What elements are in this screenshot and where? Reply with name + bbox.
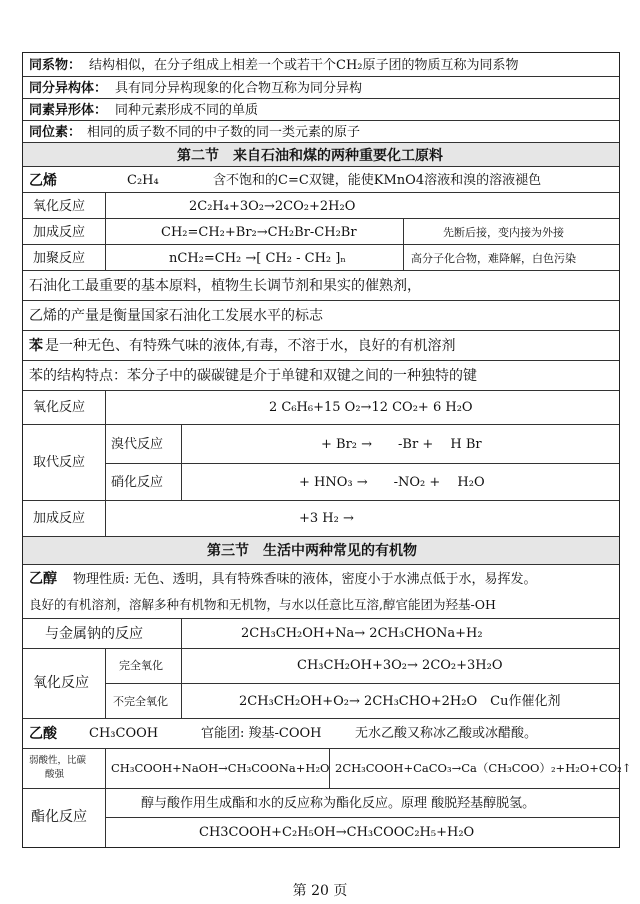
benzene-substitution-block <box>23 425 619 501</box>
benzene-name: 苯 <box>29 338 43 354</box>
ethanol-oxidation-block <box>23 649 619 719</box>
def-text: 同种元素形成不同的单质 <box>115 103 259 118</box>
esterification-equation: CH3COOH+C₂H₅OH→CH₃COOC₂H₅+H₂O <box>199 825 475 840</box>
divider <box>105 463 619 464</box>
def-term: 同系物： <box>29 58 82 73</box>
esterification-desc: 醇与酸作用生成酯和水的反应称为酯化反应。原理 酸脱羟基醇脱氢。 <box>141 796 536 811</box>
esterification-block <box>23 789 619 847</box>
ethylene-polymer-row <box>23 245 619 271</box>
acidity-label: 弱酸性，比碳 <box>29 755 87 766</box>
benzene-header <box>23 331 619 361</box>
full-oxidation-equation: CH₃CH₂OH+3O₂→ 2CO₂+3H₂O <box>297 658 503 673</box>
def-term: 同分异构体： <box>29 81 108 96</box>
ethylene-significance: 乙烯的产量是衡量国家石油化工发展水平的标志 <box>29 308 323 324</box>
acetic-name: 乙酸 <box>29 726 57 742</box>
ethanol-props-cont: 良好的有机溶剂，溶解多种有机物和无机物，与水以任意比互溶,醇官能团为羟基-OH <box>29 597 496 612</box>
divider <box>105 789 106 847</box>
def-text: 相同的质子数不同的中子数的同一类元素的原子 <box>87 125 361 140</box>
divider <box>181 619 182 648</box>
acidity-equation-caco3: 2CH₃COOH+CaCO₃→Ca（CH₃COO）₂+H₂O+CO₂↑ <box>335 761 632 775</box>
def-term: 同位素： <box>29 125 82 140</box>
bromination-equation: + Br₂ → -Br + H Br <box>321 437 482 452</box>
reaction-label: 氧化反应 <box>33 675 89 691</box>
reaction-equation: 2 C₆H₆+15 O₂→12 CO₂+ 6 H₂O <box>269 400 473 415</box>
text-row <box>23 301 619 331</box>
ethylene-name: 乙烯 <box>29 173 57 189</box>
ethanol-properties <box>23 565 619 619</box>
notes-table <box>22 52 632 848</box>
reaction-equation: nCH₂=CH₂ →[ CH₂ - CH₂ ]ₙ <box>169 251 346 266</box>
reaction-label: 氧化反应 <box>33 400 86 415</box>
section-title <box>23 143 619 167</box>
reaction-label: 与金属钠的反应 <box>45 626 143 642</box>
acetic-header <box>23 719 619 749</box>
def-row <box>23 99 619 121</box>
section2-heading: 第二节 来自石油和煤的两种重要化工原料 <box>177 148 443 164</box>
ethanol-props: 物理性质: 无色、透明，具有特殊香味的液体，密度小于水沸点低于水，易挥发。 <box>73 572 537 587</box>
acetic-acidity-row <box>23 749 632 789</box>
benzene-structure: 苯的结构特点：苯分子中的碳碳键是介于单键和双键之间的一种独特的键 <box>29 368 477 384</box>
ethanol-sodium-row <box>23 619 619 649</box>
reaction-label: 酯化反应 <box>31 809 87 825</box>
ethylene-desc: 含不饱和的C=C双键，能使KMnO4溶液和溴的溶液褪色 <box>213 173 542 188</box>
reaction-equation: 2C₂H₄+3O₂→2CO₂+2H₂O <box>189 199 356 214</box>
ethylene-header <box>23 167 619 193</box>
partial-oxidation-label: 不完全氧化 <box>113 695 168 708</box>
reaction-label: 氧化反应 <box>33 199 86 214</box>
benzene-addition-row <box>23 501 619 537</box>
reaction-equation: +3 H₂ → <box>299 511 354 526</box>
reaction-label: 加聚反应 <box>33 251 86 266</box>
ethanol-name: 乙醇 <box>29 571 57 587</box>
def-text: 结构相似，在分子组成上相差一个或若干个CH₂原子团的物质互称为同系物 <box>89 58 519 73</box>
text-row <box>23 271 619 301</box>
ethylene-formula: C₂H₄ <box>127 173 159 188</box>
def-row <box>23 121 619 143</box>
reaction-note: 先断后接，变内接为外接 <box>443 226 564 239</box>
reaction-label: 加成反应 <box>33 225 86 240</box>
reaction-label: 取代反应 <box>33 455 86 470</box>
divider <box>105 749 106 788</box>
divider <box>105 817 619 818</box>
nitration-label: 硝化反应 <box>111 475 164 490</box>
divider <box>105 245 106 270</box>
acidity-label-cont: 酸强 <box>45 769 65 780</box>
reaction-note: 高分子化合物，难降解，白色污染 <box>411 252 576 265</box>
nitration-equation: + HNO₃ → -NO₂ + H₂O <box>299 475 485 490</box>
ethylene-use: 石油化工最重要的基本原料，植物生长调节剂和果实的催熟剂， <box>29 278 421 294</box>
page-number: 第 20 页 <box>292 883 348 899</box>
section-title <box>23 537 619 565</box>
def-text: 具有同分异构现象的化合物互称为同分异构 <box>115 81 363 96</box>
divider <box>105 219 106 244</box>
acetic-note: 无水乙酸又称冰乙酸或冰醋酸。 <box>355 726 538 741</box>
text-row <box>23 361 619 391</box>
divider <box>105 501 106 536</box>
reaction-equation: 2CH₃CH₂OH+Na→ 2CH₃CHONa+H₂ <box>241 626 483 641</box>
divider <box>105 391 106 424</box>
def-row <box>23 77 619 99</box>
divider <box>105 193 106 218</box>
def-row <box>23 53 619 77</box>
reaction-label: 加成反应 <box>33 511 86 526</box>
def-term: 同素异形体： <box>29 103 108 118</box>
divider <box>403 245 404 270</box>
acetic-group: 官能团: 羧基-COOH <box>201 726 322 741</box>
ethylene-oxidation-row <box>23 193 619 219</box>
bromination-label: 溴代反应 <box>111 437 164 452</box>
ethylene-addition-row <box>23 219 619 245</box>
benzene-oxidation-row <box>23 391 619 425</box>
full-oxidation-label: 完全氧化 <box>119 659 163 672</box>
divider <box>403 219 404 244</box>
reaction-equation: CH₂=CH₂+Br₂→CH₂Br-CH₂Br <box>161 225 357 240</box>
divider <box>105 683 619 684</box>
section3-heading: 第三节 生活中两种常见的有机物 <box>207 543 417 559</box>
benzene-desc: 是一种无色、有特殊气味的液体,有毒，不溶于水，良好的有机溶剂 <box>45 338 456 354</box>
acidity-equation-naoh: CH₃COOH+NaOH→CH₃COONa+H₂O <box>111 761 330 775</box>
acetic-formula: CH₃COOH <box>89 726 159 741</box>
partial-oxidation-equation: 2CH₃CH₂OH+O₂→ 2CH₃CHO+2H₂O Cu作催化剂 <box>239 694 561 709</box>
